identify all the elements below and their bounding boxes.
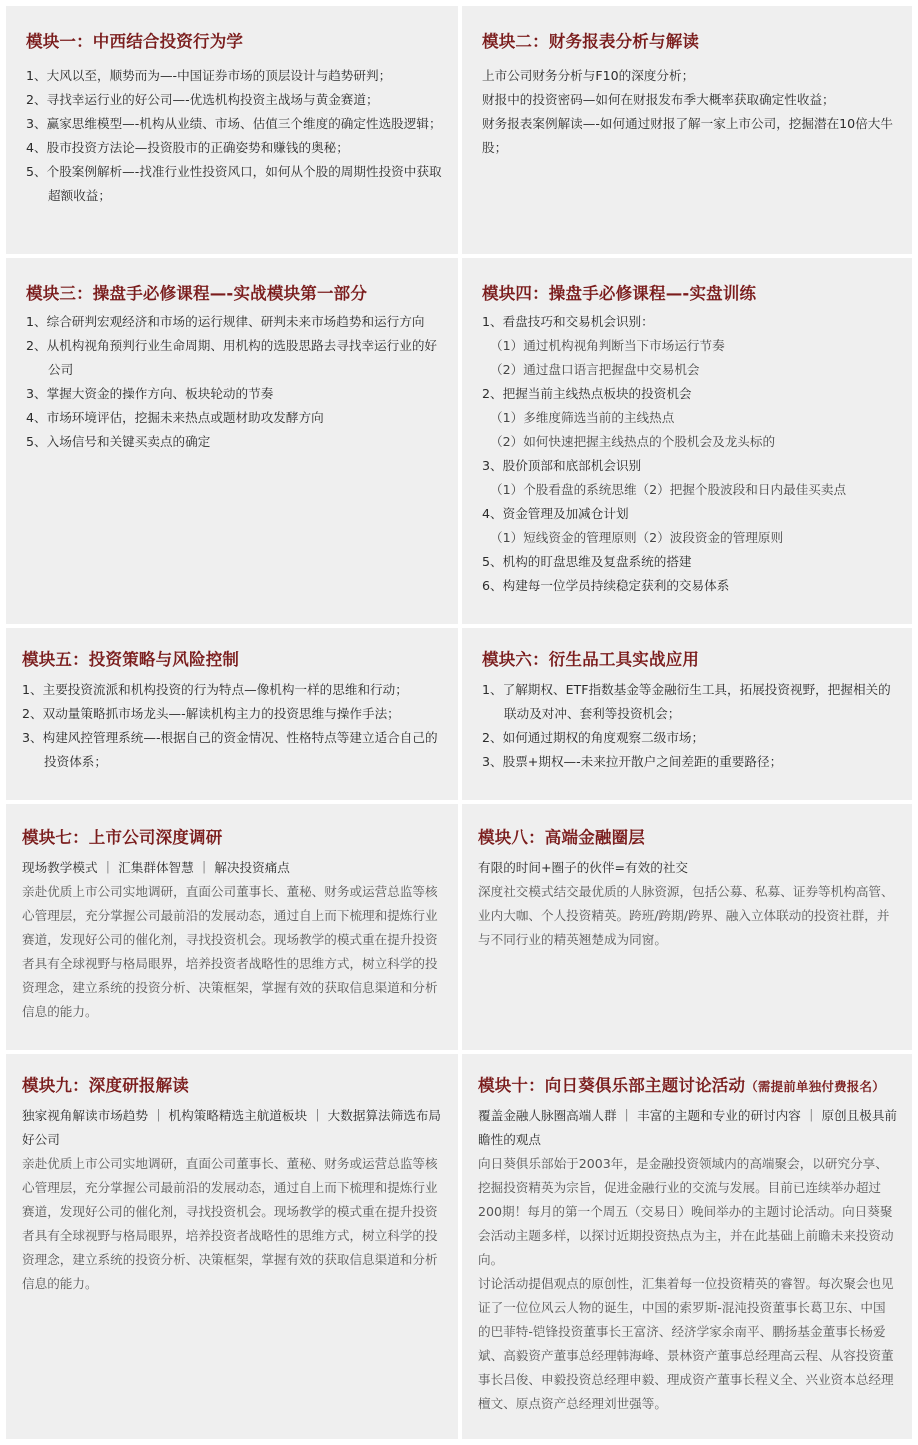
list-item: 4、资金管理及加减仓计划 bbox=[482, 506, 629, 521]
module-card-6 bbox=[462, 628, 912, 800]
list-subitem: （1）通过机构视角判断当下市场运行节奏 bbox=[490, 338, 725, 353]
list-item: 1、了解期权、ETF指数基金等金融衍生工具，拓展投资视野，把握相关的联动及对冲、套利等投资机会； bbox=[482, 682, 891, 721]
list-item: 财报中的投资密码—如何在财报发布季大概率获取确定性收益； bbox=[482, 92, 835, 107]
module-title-3: 模块三：操盘手必修课程—-实战模块第一部分 bbox=[26, 284, 368, 303]
list-item: 2、双动量策略抓市场龙头—-解读机构主力的投资思维与操作手法； bbox=[22, 706, 400, 721]
list-subitem: （1）短线资金的管理原则（2）波段资金的管理原则 bbox=[490, 530, 784, 545]
module-card-2 bbox=[462, 6, 912, 254]
module-body-8 bbox=[478, 856, 896, 952]
list-item: 4、市场环境评估，挖掘未来热点或题材助攻发酵方向 bbox=[26, 410, 324, 425]
list-item: 1、大风以至，顺势而为—-中国证券市场的顶层设计与趋势研判； bbox=[26, 68, 392, 83]
list-item: 上市公司财务分析与F10的深度分析； bbox=[482, 68, 695, 83]
list-subitem: （1）个股看盘的系统思维（2）把握个股波段和日内最佳买卖点 bbox=[490, 482, 847, 497]
list-item: 5、入场信号和关键买卖点的确定 bbox=[26, 434, 211, 449]
list-subitem: （1）多维度筛选当前的主线热点 bbox=[490, 410, 675, 425]
module-description: 深度社交模式结交最优质的人脉资源，包括公募、私募、证券等机构高管、业内大咖、个人投资精英。跨班/跨期/跨界、融入立体联动的投资社群，并与不同行业的精英翘楚成为同窗。 bbox=[478, 884, 894, 947]
module-lead: 现场教学模式 ｜ 汇集群体智慧 ｜ 解决投资痛点 bbox=[22, 860, 290, 875]
list-item: 3、股价顶部和底部机会识别 bbox=[482, 458, 642, 473]
list-item: 2、如何通过期权的角度观察二级市场； bbox=[482, 730, 705, 745]
module-body-7 bbox=[22, 856, 442, 1024]
module-list-4 bbox=[482, 310, 896, 598]
module-title-2: 模块二：财务报表分析与解读 bbox=[482, 32, 700, 51]
module-lead: 有限的时间+圈子的伙伴=有效的社交 bbox=[478, 860, 689, 875]
module-title-note: （需提前单独付费报名） bbox=[745, 1079, 885, 1094]
module-list-2 bbox=[482, 64, 896, 160]
module-title-text: 模块十：向日葵俱乐部主题讨论活动 bbox=[478, 1076, 746, 1095]
list-item: 3、构建风控管理系统—-根据自己的资金情况、性格特点等建立适合自己的投资体系； bbox=[22, 730, 438, 769]
module-description: 亲赴优质上市公司实地调研，直面公司董事长、董秘、财务或运营总监等核心管理层，充分掌握公司最前沿的发展动态，通过自上而下梳理和提炼行业赛道，发现好公司的催化剂，寻找投资机会。现场教学的模式重在提升投资者具有全球视野与格局眼界，培养投资者战略性的思维方式，树立科学的投资理念，建立系统的投资分析、决策框架，掌握有效的获取信息渠道和分析信息的能力。 bbox=[22, 1156, 438, 1291]
list-item: 1、综合研判宏观经济和市场的运行规律、研判未来市场趋势和运行方向 bbox=[26, 314, 425, 329]
module-description: 向日葵俱乐部始于2003年，是金融投资领域内的高端聚会，以研究分享、挖掘投资精英为宗旨，促进金融行业的交流与发展。目前已连续举办超过200期！每月的第一个周五（交易日）晚间举办的主题讨论活动。向日葵聚会活动主题多样，以探讨近期投资热点为主，并在此基础上前瞻未来投资动向。 bbox=[478, 1156, 894, 1267]
module-lead: 覆盖金融人脉圈高端人群 ｜ 丰富的主题和专业的研讨内容 ｜ 原创且极具前瞻性的观点 bbox=[478, 1108, 898, 1147]
module-title-7: 模块七：上市公司深度调研 bbox=[22, 828, 223, 847]
module-card-3 bbox=[6, 258, 458, 624]
module-list-6 bbox=[482, 678, 896, 774]
list-item: 4、股市投资方法论—投资股市的正确姿势和赚钱的奥秘； bbox=[26, 140, 349, 155]
list-item: 5、个股案例解析—-找准行业性投资风口，如何从个股的周期性投资中获取超额收益； bbox=[26, 164, 442, 203]
module-title-6: 模块六：衍生品工具实战应用 bbox=[482, 650, 700, 669]
module-title-8: 模块八：高端金融圈层 bbox=[478, 828, 645, 847]
list-item: 2、从机构视角预判行业生命周期、用机构的选股思路去寻找幸运行业的好公司 bbox=[26, 338, 438, 377]
module-card-5 bbox=[6, 628, 458, 800]
list-item: 3、股票+期权—-未来拉开散户之间差距的重要路径； bbox=[482, 754, 783, 769]
list-item: 6、构建每一位学员持续稳定获利的交易体系 bbox=[482, 578, 730, 593]
module-card-9 bbox=[6, 1054, 458, 1439]
list-item: 5、机构的盯盘思维及复盘系统的搭建 bbox=[482, 554, 692, 569]
module-body-9 bbox=[22, 1104, 442, 1296]
list-item: 3、掌握大资金的操作方向、板块轮动的节奏 bbox=[26, 386, 274, 401]
list-item: 1、主要投资流派和机构投资的行为特点—像机构一样的思维和行动； bbox=[22, 682, 408, 697]
list-subitem: （2）通过盘口语言把握盘中交易机会 bbox=[490, 362, 700, 377]
module-list-1 bbox=[26, 64, 442, 208]
module-title-5: 模块五：投资策略与风险控制 bbox=[22, 650, 240, 669]
module-list-3 bbox=[26, 310, 442, 454]
list-item: 2、把握当前主线热点板块的投资机会 bbox=[482, 386, 692, 401]
list-item: 财务报表案例解读—-如何通过财报了解一家上市公司，挖掘潜在10倍大牛股； bbox=[482, 116, 893, 155]
list-item: 2、寻找幸运行业的好公司—-优选机构投资主战场与黄金赛道； bbox=[26, 92, 379, 107]
module-lead: 独家视角解读市场趋势 ｜ 机构策略精选主航道板块 ｜ 大数据算法筛选布局好公司 bbox=[22, 1108, 442, 1147]
list-subitem: （2）如何快速把握主线热点的个股机会及龙头标的 bbox=[490, 434, 776, 449]
module-title-9: 模块九：深度研报解读 bbox=[22, 1076, 189, 1095]
module-card-10 bbox=[462, 1054, 912, 1439]
module-card-8 bbox=[462, 804, 912, 1050]
module-title-4: 模块四：操盘手必修课程—-实盘训练 bbox=[482, 284, 757, 303]
module-card-7 bbox=[6, 804, 458, 1050]
module-body-10 bbox=[478, 1104, 898, 1416]
module-title-1: 模块一：中西结合投资行为学 bbox=[26, 32, 244, 51]
module-card-1 bbox=[6, 6, 458, 254]
list-item: 1、看盘技巧和交易机会识别： bbox=[482, 314, 654, 329]
module-description-2: 讨论活动提倡观点的原创性，汇集着每一位投资精英的睿智。每次聚会也见证了一位位风云人物的诞生，中国的索罗斯-混沌投资董事长葛卫东、中国的巴菲特-铠锋投资董事长王富济、经济学家余南平、鹏扬基金董事长杨爱斌、高毅资产董事总经理韩海峰、景林资产董事总经理高云程、从容投资董事长吕俊、申毅投资总经理申毅、理成资产董事长程义全、兴业资本总经理檀文、原点资产总经理刘世强等。 bbox=[478, 1276, 894, 1411]
module-title-10 bbox=[478, 1072, 885, 1096]
module-description: 亲赴优质上市公司实地调研，直面公司董事长、董秘、财务或运营总监等核心管理层，充分掌握公司最前沿的发展动态，通过自上而下梳理和提炼行业赛道，发现好公司的催化剂，寻找投资机会。现场教学的模式重在提升投资者具有全球视野与格局眼界，培养投资者战略性的思维方式，树立科学的投资理念，建立系统的投资分析、决策框架，掌握有效的获取信息渠道和分析信息的能力。 bbox=[22, 884, 438, 1019]
list-item: 3、赢家思维模型—-机构从业绩、市场、估值三个维度的确定性选股逻辑； bbox=[26, 116, 442, 131]
module-card-4 bbox=[462, 258, 912, 624]
module-list-5 bbox=[22, 678, 442, 774]
